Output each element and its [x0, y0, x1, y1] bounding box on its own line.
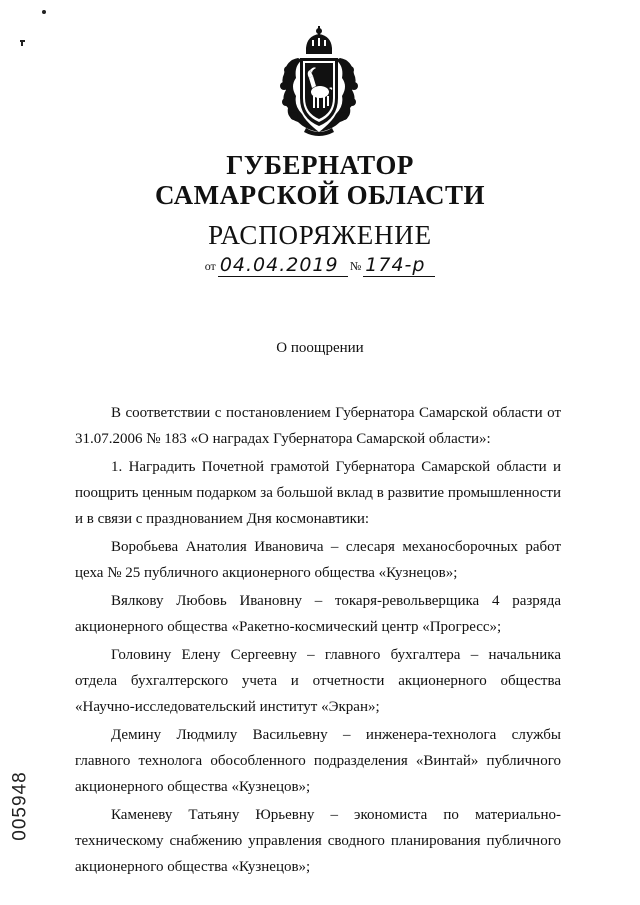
handwritten-number: 174-р — [363, 254, 435, 277]
registration-number: 005948 — [10, 771, 31, 841]
document-subject: О поощрении — [276, 340, 364, 356]
awardee-paragraph: Головину Елену Сергеевну – главного бухгалтера – начальника отдела бухгалтерского учета и отчетности акционерного общества «Научно-исследовательский институт «Экран»; — [75, 647, 561, 715]
intro-paragraph: В соответствии с постановлением Губернатора Самарской области от 31.07.2006 № 183 «О наградах Губернатора Самарской области»: — [75, 405, 561, 447]
handwritten-date: 04.04.2019 — [218, 254, 348, 277]
document-body — [75, 400, 561, 880]
awardee-paragraph: Демину Людмилу Васильевну – инженера-технолога службы главного технолога обособленного подразделения «Винтай» публичного акционерного общества «Кузнецов»; — [75, 727, 561, 795]
scan-speck — [21, 40, 23, 46]
date-from-label: от — [204, 259, 216, 273]
document-type: РАСПОРЯЖЕНИЕ — [208, 220, 432, 250]
samara-coat-of-arms-icon — [276, 26, 362, 140]
issuer-title-line2: САМАРСКОЙ ОБЛАСТИ — [154, 180, 486, 210]
awardee-paragraph: Вялкову Любовь Ивановну – токаря-револьверщика 4 разряда акционерного общества «Ракетно-космический центр «Прогресс»; — [75, 593, 561, 635]
issuer-title-line1: ГУБЕРНАТОР — [226, 150, 414, 180]
item1-paragraph: 1. Наградить Почетной грамотой Губернатора Самарской области и поощрить ценным подарком за большой вклад в развитие промышленности и в связи с празднованием Дня космонавтики: — [75, 459, 561, 527]
number-label: № — [349, 259, 362, 273]
awardee-paragraph: Каменеву Татьяну Юрьевну – экономиста по материально-техническому снабжению управления сводного планирования публичного акционерного общества «Кузнецов»; — [75, 807, 561, 875]
registration-stamp — [6, 760, 36, 852]
awardee-paragraph: Воробьева Анатолия Ивановича – слесаря механосборочных работ цеха № 25 публичного акционерного общества «Кузнецов»; — [75, 539, 561, 581]
dateline — [0, 254, 640, 277]
scan-speck — [42, 10, 46, 14]
